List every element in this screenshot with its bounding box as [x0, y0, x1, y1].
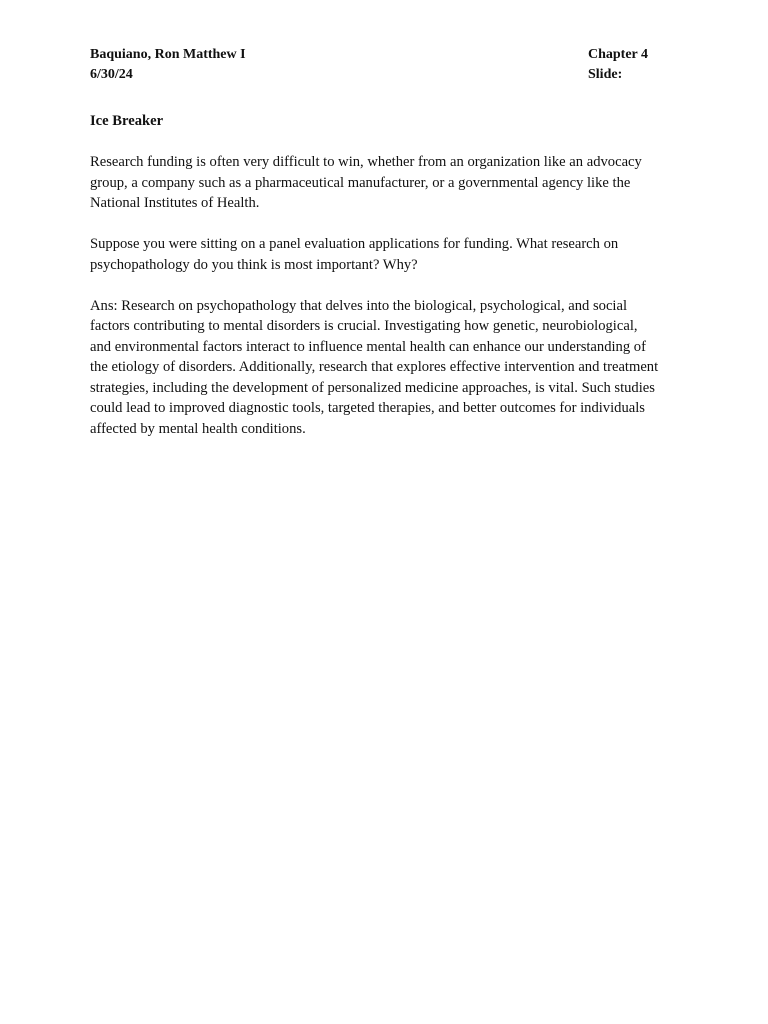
paragraph-line: could lead to improved diagnostic tools, targeted therapies, and better outcomes for individuals	[90, 400, 645, 416]
paragraph-line: factors contributing to mental disorders is crucial. Investigating how genetic, neurobiological,	[90, 318, 638, 334]
author-name: Baquiano, Ron Matthew I	[90, 47, 246, 62]
paragraph-line: the etiology of disorders. Additionally, research that explores effective intervention and treatment	[90, 359, 659, 375]
section-heading: Ice Breaker	[90, 113, 164, 129]
paragraph-line: and environmental factors interact to influence mental health can enhance our understanding of	[90, 338, 646, 355]
paragraph-line: National Institutes of Health.	[90, 195, 260, 211]
header-right-block	[588, 45, 648, 85]
paragraph-intro	[90, 152, 690, 214]
document-date: 6/30/24	[90, 67, 133, 82]
paragraph-line: strategies, including the development of personalized medicine approaches, is vital. Such studies	[90, 379, 655, 396]
slide-label: Slide:	[588, 67, 623, 82]
paragraph-line: psychopathology do you think is most important? Why?	[90, 256, 418, 273]
document-body	[90, 111, 690, 460]
paragraph-line: Suppose you were sitting on a panel evaluation applications for funding. What research on	[90, 236, 619, 252]
paragraph-line: group, a company such as a pharmaceutical manufacturer, or a governmental agency like the	[90, 174, 631, 191]
header-left-block	[90, 45, 246, 85]
paragraph-line: Research funding is often very difficult to win, whether from an organization like an advocacy	[90, 154, 642, 170]
paragraph-question	[90, 234, 690, 275]
chapter-label: Chapter 4	[588, 47, 649, 62]
paragraph-line: affected by mental health conditions.	[90, 420, 306, 437]
paragraph-answer	[90, 296, 690, 440]
paragraph-line: Ans: Research on psychopathology that delves into the biological, psychological, and social	[90, 297, 628, 314]
